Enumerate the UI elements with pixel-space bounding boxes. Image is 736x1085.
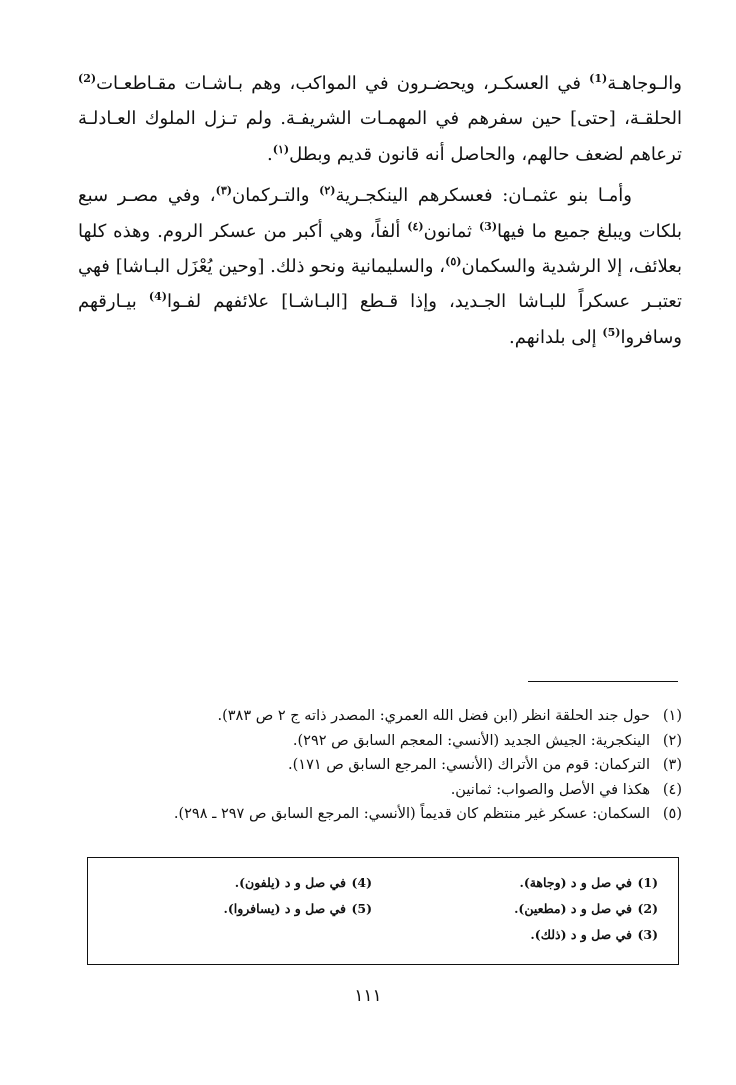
- text-run: الحلقـة، [حتى] حين سفرهم في المهمـات الشريفـة. ولم تـزل الملوك العـادلـة ترعاهم لضعف حالهم، والحاصل أنه قانون قديم وبطل: [78, 108, 682, 165]
- text-run: ، وفي مصـر سبع بلكات ويبلغ جميع ما فيها: [78, 185, 682, 242]
- variant-text: في صل و د (يلفون).: [234, 875, 346, 890]
- footnote-separator: [528, 681, 678, 682]
- text-run: .: [267, 143, 273, 165]
- footnote-text: التركمان: قوم من الأتراك (الأنسي: المرجع السابق ص ١٧١).: [288, 757, 650, 773]
- footnote-reference: (3): [478, 219, 498, 233]
- variant-note: [235, 875, 372, 890]
- footnote-reference: (٤): [407, 219, 424, 233]
- variant-number: (2): [637, 901, 658, 916]
- variant-number: (5): [351, 901, 372, 916]
- footnote: [110, 729, 682, 754]
- text-run: والـوجاهـة: [607, 73, 682, 94]
- text-run: بيـارقهم وسافروا: [78, 291, 682, 348]
- text-run: والتـركمان: [231, 185, 320, 207]
- footnote-text: السكمان: عسكر غير منتظم كان قديماً (الأنسي: المرجع السابق ص ٢٩٧ ـ ٢٩٨).: [173, 806, 650, 822]
- footnote-number: (٥): [662, 806, 682, 822]
- footnote-text: هكذا في الأصل والصواب: ثمانين.: [450, 781, 650, 798]
- footnote-reference: (5): [602, 325, 621, 339]
- text-run: إلى بلدانهم.: [509, 326, 603, 348]
- text-run: ألفاً، وهي أكبر من عسكر الروم. وهذه كلها بعلائف، إلا الرشدية والسكمان: [78, 220, 682, 278]
- footnote: [110, 704, 682, 729]
- footnote: [110, 802, 682, 827]
- footnote-reference: (4): [148, 290, 167, 304]
- main-text: [78, 66, 682, 355]
- footnote-text: حول جند الحلقة انظر (ابن فضل الله العمري: المصدر ذاته ج ٢ ص ٣٨٣).: [217, 708, 650, 724]
- variant-number: (1): [637, 875, 658, 890]
- paragraph: [78, 178, 682, 355]
- page-number: ١١١: [354, 986, 382, 1006]
- variant-note: [530, 927, 658, 942]
- footnote-number: (٢): [662, 732, 682, 749]
- variant-text: في صل و د (ذلك).: [530, 927, 632, 942]
- manuscript-variants-box: [87, 857, 679, 965]
- variant-note: [514, 901, 658, 916]
- footnote-text: الينكجرية: الجيش الجديد (الأنسي: المعجم السابق ص ٢٩٢).: [292, 732, 650, 749]
- variant-note: [224, 901, 373, 916]
- footnote-reference: (٣): [215, 184, 232, 198]
- variant-text: في صل و د (يسافروا).: [223, 901, 346, 916]
- text-run: ، والسليمانية ونحو ذلك. [وحين يُعْزَل البـاشا] فهي تعتبـر عسكراً للبـاشا الجـديد، وإذا قـطع [البـاشـا] علائفهم لفـوا: [78, 256, 682, 313]
- footnote-reference: (2): [78, 72, 97, 85]
- footnote-reference: (١): [272, 142, 290, 156]
- footnote: [110, 753, 682, 778]
- variant-number: (3): [637, 927, 658, 942]
- text-run: وأمـا بنو عثمـان: فعسكرهم الينكجـرية: [335, 185, 632, 207]
- text-run: في العسكـر، ويحضـرون في المواكب، وهم بـاشـات مقـاطعـات: [96, 73, 590, 94]
- footnote: [110, 778, 682, 803]
- variant-number: (4): [351, 875, 372, 890]
- footnotes: [110, 704, 682, 827]
- paragraph: [78, 66, 682, 172]
- text-run: ثمانون: [423, 220, 479, 242]
- footnote-number: (١): [662, 708, 682, 724]
- variant-text: في صل و د (مطعين).: [514, 901, 632, 916]
- variant-note: [519, 875, 658, 890]
- footnote-reference: (٢): [319, 184, 336, 198]
- footnote-number: (٤): [662, 781, 682, 798]
- footnote-number: (٣): [662, 757, 682, 773]
- footnote-reference: (٥): [445, 255, 462, 269]
- footnote-reference: (1): [589, 72, 608, 85]
- variant-text: في صل و د (وجاهة).: [519, 875, 632, 890]
